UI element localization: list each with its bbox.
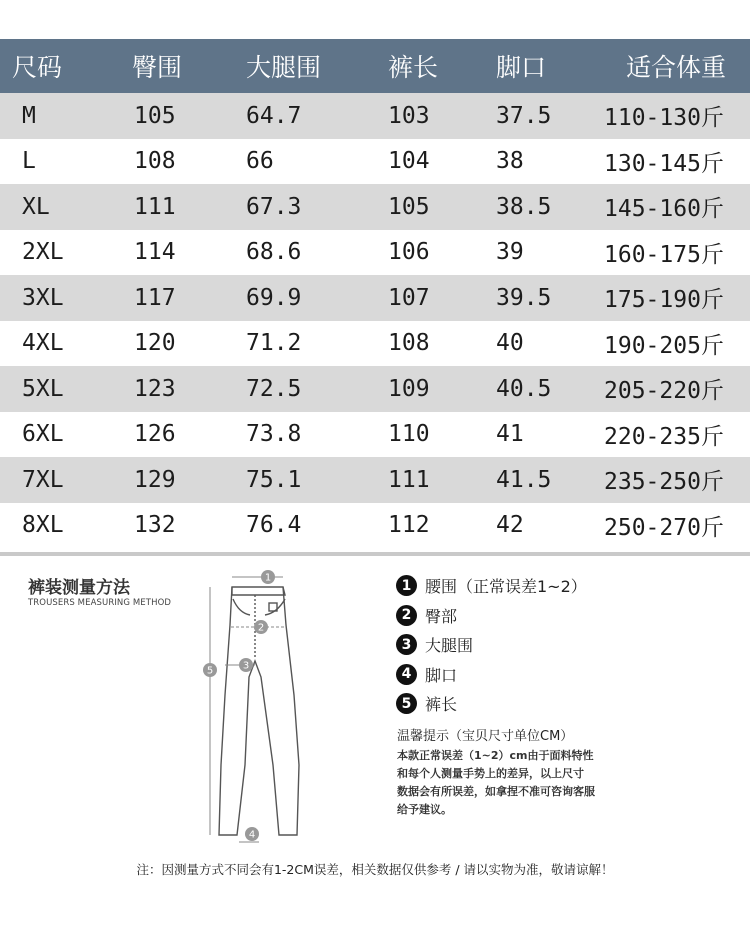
cell-weight: 250-270斤: [576, 503, 750, 549]
cell-weight: 220-235斤: [576, 412, 750, 458]
measurement-legend: [396, 571, 587, 719]
header-length: 裤长: [360, 39, 472, 93]
size-chart-table: [0, 39, 750, 548]
cell-leg-opening: 40: [472, 321, 576, 367]
table-row: [0, 321, 750, 367]
tip-title: 温馨提示（宝贝尺寸单位CM）: [397, 729, 574, 744]
header-thigh: 大腿围: [224, 39, 360, 93]
cell-size: 6XL: [0, 412, 112, 458]
table-body: [0, 93, 750, 548]
cell-thigh: 64.7: [224, 93, 360, 139]
legend-label: 腰围（正常误差1~2）: [425, 577, 587, 597]
cell-hip: 120: [112, 321, 224, 367]
cell-leg-opening: 37.5: [472, 93, 576, 139]
legend-label: 裤长: [425, 695, 458, 715]
cell-leg-opening: 40.5: [472, 366, 576, 412]
tip-line: 数据会有所误差，如拿捏不准可咨询客服: [397, 785, 595, 798]
legend-item-waist: [396, 571, 587, 601]
cell-leg-opening: 42: [472, 503, 576, 549]
cell-size: XL: [0, 184, 112, 230]
cell-length: 109: [360, 366, 472, 412]
cell-weight: 205-220斤: [576, 366, 750, 412]
header-weight: 适合体重: [576, 39, 750, 93]
marker-3: 3: [242, 660, 250, 672]
cell-size: 8XL: [0, 503, 112, 549]
guide-subtitle: TROUSERS MEASURING METHOD: [28, 598, 171, 608]
cell-weight: 145-160斤: [576, 184, 750, 230]
legend-label: 脚口: [425, 665, 458, 685]
cell-leg-opening: 39.5: [472, 275, 576, 321]
waistband: [232, 587, 285, 595]
table-row: [0, 93, 750, 139]
cell-hip: 111: [112, 184, 224, 230]
table-row: [0, 139, 750, 185]
cell-hip: 132: [112, 503, 224, 549]
cell-length: 103: [360, 93, 472, 139]
marker-4: 4: [248, 829, 256, 841]
left-pocket: [233, 599, 250, 615]
cell-weight: 160-175斤: [576, 230, 750, 276]
number-1-icon: 1: [396, 575, 417, 596]
header-hip: 臀围: [112, 39, 224, 93]
header-leg-opening: 脚口: [472, 39, 576, 93]
cell-thigh: 67.3: [224, 184, 360, 230]
cell-length: 111: [360, 457, 472, 503]
legend-item-thigh: [396, 630, 587, 660]
cell-hip: 117: [112, 275, 224, 321]
table-header-row: [0, 39, 750, 93]
cell-size: L: [0, 139, 112, 185]
top-margin: [0, 0, 750, 39]
cell-size: 7XL: [0, 457, 112, 503]
marker-1: 1: [264, 572, 272, 584]
measuring-guide: [0, 555, 750, 855]
legend-label: 大腿围: [425, 636, 474, 656]
cell-hip: 126: [112, 412, 224, 458]
number-2-icon: 2: [396, 605, 417, 626]
cell-size: 3XL: [0, 275, 112, 321]
cell-weight: 235-250斤: [576, 457, 750, 503]
cell-thigh: 66: [224, 139, 360, 185]
right-pocket: [265, 599, 285, 615]
cell-thigh: 76.4: [224, 503, 360, 549]
cell-hip: 123: [112, 366, 224, 412]
tip-line: 本款正常误差（1~2）cm由于面料特性: [397, 749, 594, 762]
legend-item-hip: [396, 601, 587, 631]
cell-thigh: 68.6: [224, 230, 360, 276]
marker-5: 5: [206, 665, 214, 677]
cell-length: 110: [360, 412, 472, 458]
cell-length: 106: [360, 230, 472, 276]
legend-item-leg-opening: [396, 660, 587, 690]
cell-leg-opening: 41.5: [472, 457, 576, 503]
table-row: [0, 503, 750, 549]
cell-length: 107: [360, 275, 472, 321]
table-row: [0, 184, 750, 230]
table-row: [0, 366, 750, 412]
cell-size: 4XL: [0, 321, 112, 367]
cell-leg-opening: 38.5: [472, 184, 576, 230]
table-row: [0, 412, 750, 458]
cell-length: 105: [360, 184, 472, 230]
tip-body: [397, 747, 652, 819]
number-5-icon: 5: [396, 693, 417, 714]
cell-weight: 190-205斤: [576, 321, 750, 367]
table-row: [0, 275, 750, 321]
cell-thigh: 73.8: [224, 412, 360, 458]
cell-hip: 105: [112, 93, 224, 139]
legend-label: 臀部: [425, 606, 458, 626]
cell-hip: 129: [112, 457, 224, 503]
cell-weight: 175-190斤: [576, 275, 750, 321]
tip-line: 和每个人测量手势上的差异，以上尺寸: [397, 767, 584, 780]
footer-note: 注：因测量方式不同会有1-2CM误差，相关数据仅供参考 / 请以实物为准，敬请谅解！: [136, 862, 614, 877]
cell-thigh: 71.2: [224, 321, 360, 367]
cell-thigh: 75.1: [224, 457, 360, 503]
cell-weight: 130-145斤: [576, 139, 750, 185]
legend-item-length: [396, 689, 587, 719]
cell-weight: 110-130斤: [576, 93, 750, 139]
header-size: 尺码: [0, 39, 112, 93]
cell-length: 112: [360, 503, 472, 549]
cell-leg-opening: 38: [472, 139, 576, 185]
cell-leg-opening: 41: [472, 412, 576, 458]
cell-size: M: [0, 93, 112, 139]
cell-thigh: 72.5: [224, 366, 360, 412]
number-3-icon: 3: [396, 634, 417, 655]
cell-hip: 114: [112, 230, 224, 276]
cell-size: 2XL: [0, 230, 112, 276]
marker-2: 2: [257, 622, 265, 634]
cell-size: 5XL: [0, 366, 112, 412]
tip-line: 给予建议。: [397, 803, 452, 816]
table-row: [0, 457, 750, 503]
cell-hip: 108: [112, 139, 224, 185]
cell-length: 108: [360, 321, 472, 367]
guide-title: 裤装测量方法: [28, 578, 130, 598]
cell-length: 104: [360, 139, 472, 185]
trousers-diagram: [195, 565, 305, 845]
cell-leg-opening: 39: [472, 230, 576, 276]
table-row: [0, 230, 750, 276]
cell-thigh: 69.9: [224, 275, 360, 321]
number-4-icon: 4: [396, 664, 417, 685]
